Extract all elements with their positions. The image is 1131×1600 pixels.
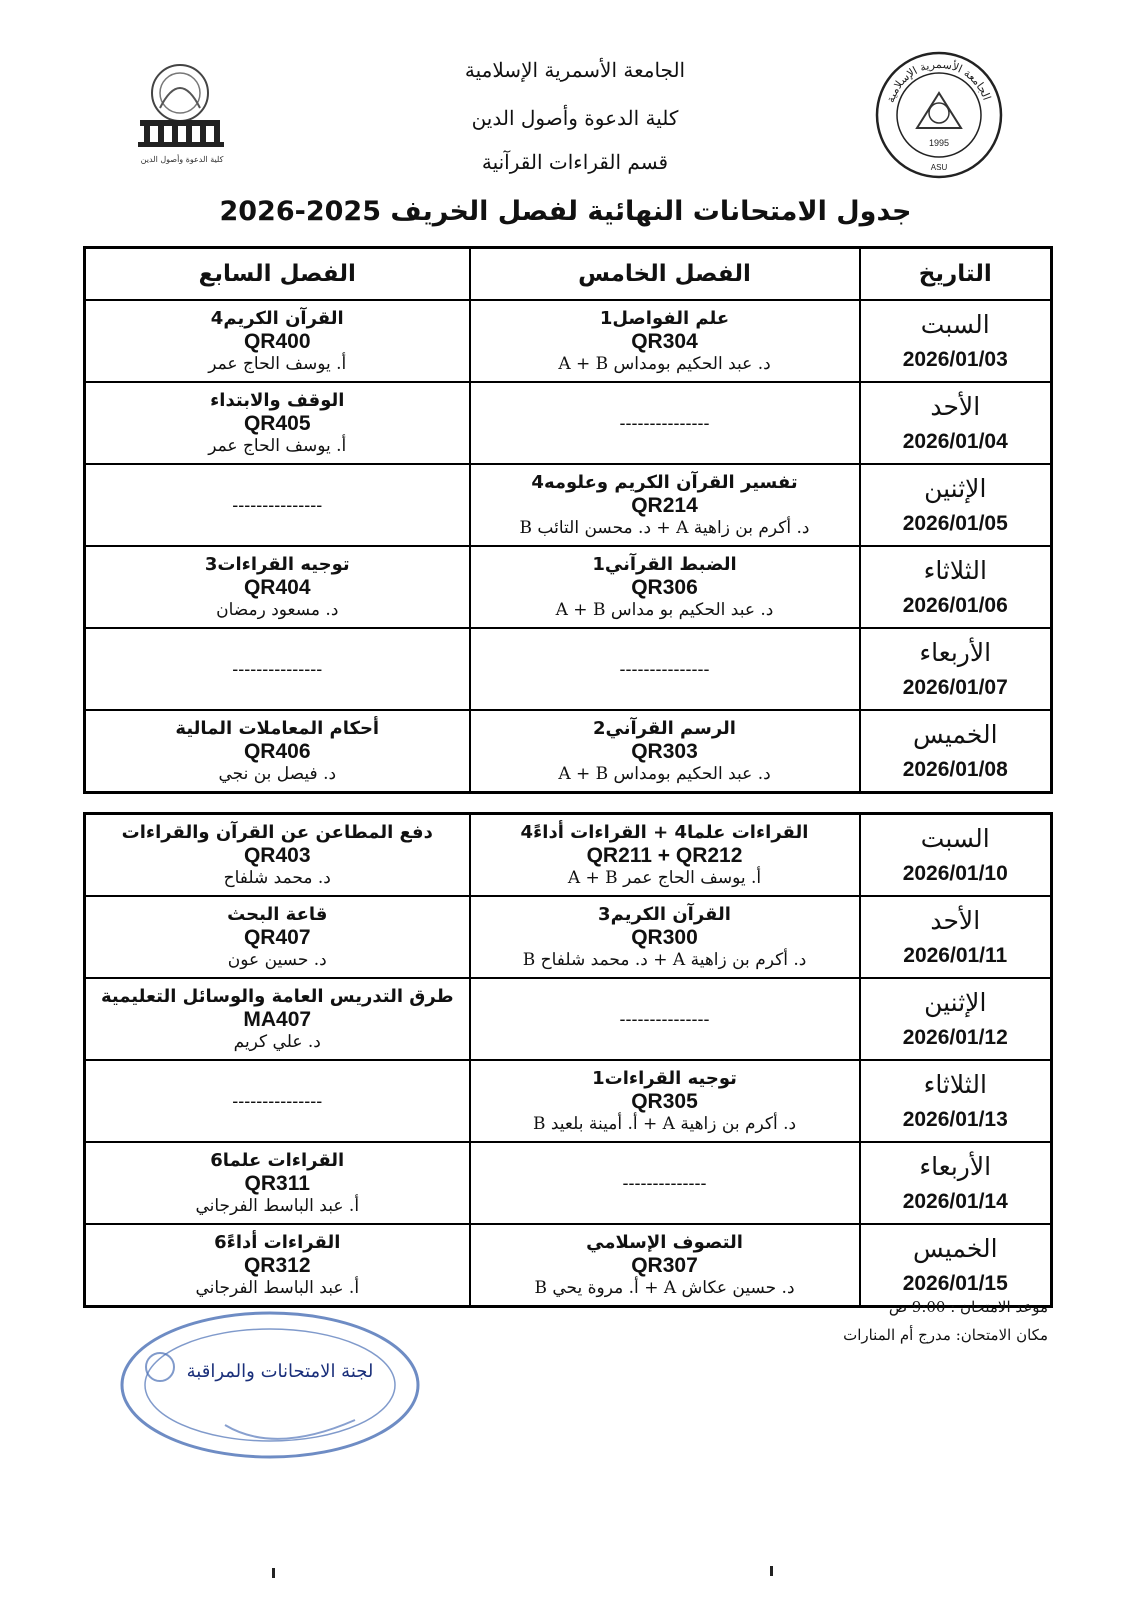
- no-exam-dash: ---------------: [619, 1008, 710, 1029]
- date-value: 2026/01/11: [903, 944, 1008, 967]
- course-instructor: أ. يوسف الحاج عمر A + B: [567, 867, 762, 888]
- semester7-cell: [85, 978, 470, 1060]
- scan-mark: [770, 1566, 773, 1576]
- semester7-cell: [85, 896, 470, 978]
- semester7-cell: [85, 1142, 470, 1224]
- semester5-cell: [470, 464, 860, 546]
- course-name: تفسير القرآن الكريم وعلومه4: [531, 471, 798, 493]
- course-name: القرآن الكريم3: [598, 903, 731, 925]
- course-instructor: د. أكرم بن زاهية A + د. محسن التائب B: [519, 517, 810, 538]
- semester7-cell: [85, 546, 470, 628]
- date-value: 2026/01/06: [902, 594, 1008, 617]
- no-exam-dash: ---------------: [619, 412, 710, 433]
- semester5-cell: [470, 978, 860, 1060]
- course-name: القراءات أداءً6: [214, 1231, 341, 1253]
- course-instructor: د. فيصل بن نجي: [218, 763, 337, 784]
- schedule-table-week2: [83, 812, 1053, 1308]
- table-row: [85, 814, 1052, 897]
- day-name: الإثنين: [924, 474, 987, 503]
- date-cell: [860, 814, 1052, 897]
- semester5-cell: [470, 896, 860, 978]
- course-instructor: أ. عبد الباسط الفرجاني: [195, 1195, 360, 1216]
- course-code: QR303: [631, 739, 698, 763]
- committee-stamp: [115, 1305, 425, 1465]
- course-instructor: د. عبد الحكيم بومداس A + B: [558, 763, 771, 784]
- date-value: 2026/01/14: [902, 1190, 1008, 1213]
- semester7-cell: [85, 710, 470, 793]
- day-name: الخميس: [912, 720, 998, 749]
- course-name: علم الفواصل1: [599, 307, 730, 329]
- semester7-cell: [85, 1224, 470, 1307]
- schedule-table-week1: [83, 246, 1053, 794]
- course-name: القرآن الكريم4: [210, 307, 344, 329]
- table-row: [85, 978, 1052, 1060]
- table-row: [85, 300, 1052, 382]
- semester7-cell: [85, 814, 470, 897]
- date-cell: [860, 300, 1052, 382]
- exam-time-note: موعد الامتحان : 9:00 ص: [888, 1298, 1048, 1316]
- semester7-cell: [85, 1060, 470, 1142]
- date-cell: [860, 1142, 1052, 1224]
- header-semester5: الفصل الخامس: [470, 248, 860, 301]
- exam-place-note: مكان الامتحان: مدرج أم المنارات: [843, 1326, 1048, 1344]
- table-row: [85, 1224, 1052, 1307]
- course-instructor: د. مسعود رمضان: [216, 599, 339, 620]
- date-value: 2026/01/04: [902, 430, 1008, 453]
- semester5-cell: [470, 1060, 860, 1142]
- date-cell: [860, 978, 1052, 1060]
- course-code: QR407: [243, 925, 311, 949]
- semester5-cell: [470, 710, 860, 793]
- date-value: 2026/01/13: [902, 1108, 1008, 1131]
- header-date: التاريخ: [860, 248, 1052, 301]
- course-instructor: د. علي كريم: [233, 1031, 321, 1052]
- no-exam-dash: --------------: [622, 1172, 707, 1193]
- semester7-cell: [85, 300, 470, 382]
- course-name: أحكام المعاملات المالية: [175, 717, 380, 739]
- course-instructor: د. أكرم بن زاهية A + د. محمد شلفاح B: [522, 949, 807, 970]
- date-cell: [860, 546, 1052, 628]
- course-code: QR406: [243, 739, 311, 763]
- course-code: QR306: [631, 575, 698, 599]
- faculty-name: كلية الدعوة وأصول الدين: [471, 106, 679, 130]
- semester5-cell: [470, 300, 860, 382]
- svg-text:ASU: ASU: [930, 163, 948, 172]
- course-code: QR404: [243, 575, 311, 599]
- date-cell: [860, 382, 1052, 464]
- semester5-cell: [470, 1224, 860, 1307]
- course-instructor: د. محمد شلفاح: [223, 867, 331, 888]
- course-code: QR400: [243, 329, 311, 353]
- course-code: QR311: [244, 1171, 310, 1195]
- semester5-cell: [470, 814, 860, 897]
- course-code: QR305: [631, 1089, 698, 1113]
- day-name: الأحد: [930, 906, 981, 935]
- date-cell: [860, 710, 1052, 793]
- course-name: التصوف الإسلامي: [586, 1231, 743, 1253]
- date-value: 2026/01/05: [902, 512, 1008, 535]
- course-code: QR307: [631, 1253, 698, 1277]
- day-name: الأربعاء: [919, 638, 992, 667]
- course-instructor: أ. عبد الباسط الفرجاني: [195, 1277, 360, 1298]
- date-cell: [860, 896, 1052, 978]
- svg-text:1995: 1995: [928, 138, 950, 148]
- course-code: QR211 + QR212: [586, 843, 743, 867]
- day-name: الإثنين: [924, 988, 987, 1017]
- semester7-cell: [85, 464, 470, 546]
- course-name: الوقف والابتداء: [210, 389, 345, 411]
- table-row: [85, 546, 1052, 628]
- date-value: 2026/01/15: [902, 1272, 1008, 1295]
- svg-text:الجامعة الأسمرية الإسلامية: الجامعة الأسمرية الإسلامية: [883, 57, 994, 105]
- day-name: الأحد: [930, 392, 981, 421]
- no-exam-dash: ---------------: [232, 658, 323, 679]
- course-name: قاعة البحث: [227, 903, 328, 925]
- course-code: QR312: [243, 1253, 311, 1277]
- table-row: [85, 1142, 1052, 1224]
- course-code: QR304: [631, 329, 698, 353]
- date-cell: [860, 464, 1052, 546]
- course-code: QR405: [243, 411, 311, 435]
- course-name: توجيه القراءات1: [592, 1067, 737, 1089]
- course-code: QR300: [631, 925, 698, 949]
- course-name: دفع المطاعن عن القرآن والقراءات: [121, 821, 433, 843]
- course-name: القراءات علما4 + القراءات أداءً4: [520, 821, 809, 843]
- day-name: الثلاثاء: [923, 556, 987, 585]
- table-row: [85, 382, 1052, 464]
- no-exam-dash: ---------------: [232, 1090, 323, 1111]
- semester5-cell: [470, 1142, 860, 1224]
- date-value: 2026/01/08: [902, 758, 1008, 781]
- course-instructor: د. حسين عون: [227, 949, 327, 970]
- course-instructor: د. أكرم بن زاهية A + أ. أمينة بلعيد B: [532, 1113, 797, 1134]
- semester7-cell: [85, 628, 470, 710]
- day-name: السبت: [920, 310, 990, 339]
- header-semester7: الفصل السابع: [85, 248, 470, 301]
- no-exam-dash: ---------------: [232, 494, 323, 515]
- date-value: 2026/01/03: [902, 348, 1008, 371]
- course-instructor: د. عبد الحكيم بو مداس A + B: [555, 599, 774, 620]
- course-instructor: د. عبد الحكيم بومداس A + B: [558, 353, 771, 374]
- no-exam-dash: ---------------: [619, 658, 710, 679]
- date-value: 2026/01/10: [902, 862, 1008, 885]
- university-name: الجامعة الأسمرية الإسلامية: [464, 58, 686, 82]
- course-name: توجيه القراءات3: [204, 553, 350, 575]
- day-name: الخميس: [912, 1234, 998, 1263]
- date-value: 2026/01/07: [902, 676, 1008, 699]
- course-instructor: أ. يوسف الحاج عمر: [208, 435, 347, 456]
- page-title: جدول الامتحانات النهائية لفصل الخريف 2025-2026: [219, 196, 912, 227]
- semester5-cell: [470, 628, 860, 710]
- course-instructor: د. حسين عكاش A + أ. مروة يحي B: [534, 1277, 795, 1298]
- day-name: الثلاثاء: [923, 1070, 987, 1099]
- department-name: قسم القراءات القرآنية: [481, 150, 669, 174]
- semester7-cell: [85, 382, 470, 464]
- course-instructor: أ. يوسف الحاج عمر: [208, 353, 347, 374]
- course-code: MA407: [243, 1007, 312, 1031]
- svg-text:لجنة الامتحانات والمراقبة: لجنة الامتحانات والمراقبة: [186, 1361, 374, 1382]
- date-cell: [860, 1060, 1052, 1142]
- svg-text:كلية الدعوة وأصول الدين: كلية الدعوة وأصول الدين: [140, 155, 224, 164]
- course-code: QR403: [243, 843, 311, 867]
- table-row: [85, 896, 1052, 978]
- date-value: 2026/01/12: [902, 1026, 1008, 1049]
- day-name: السبت: [920, 824, 990, 853]
- table-row: [85, 464, 1052, 546]
- date-cell: [860, 1224, 1052, 1307]
- semester5-cell: [470, 546, 860, 628]
- course-name: الضبط القرآني1: [592, 553, 737, 575]
- day-name: الأربعاء: [919, 1152, 992, 1181]
- course-code: QR214: [631, 493, 698, 517]
- course-name: الرسم القرآني2: [593, 717, 736, 739]
- course-name: القراءات علما6: [210, 1149, 345, 1171]
- semester5-cell: [470, 382, 860, 464]
- scan-mark: [272, 1568, 275, 1578]
- table-row: [85, 1060, 1052, 1142]
- table-row: [85, 710, 1052, 793]
- date-cell: [860, 628, 1052, 710]
- table-row: [85, 628, 1052, 710]
- course-name: طرق التدريس العامة والوسائل التعليمية: [100, 985, 454, 1007]
